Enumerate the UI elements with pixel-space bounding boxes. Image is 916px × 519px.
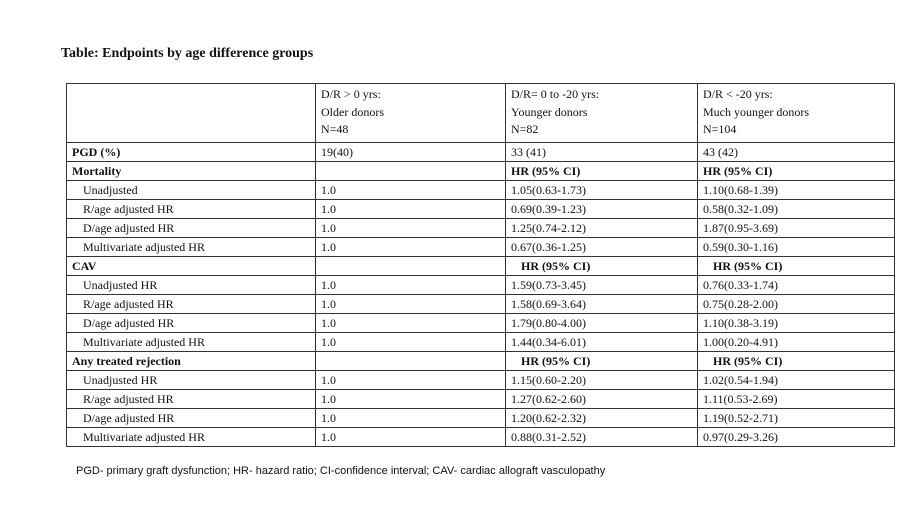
row-value: 1.11(0.53-2.69) — [698, 390, 895, 409]
header-line: D/R < -20 yrs: — [703, 87, 773, 101]
table-row — [67, 371, 895, 390]
table-row — [67, 276, 895, 295]
pgd-label: PGD (%) — [67, 143, 316, 162]
empty-cell — [316, 352, 506, 371]
row-value: 1.44(0.34-6.01) — [506, 333, 698, 352]
header-line: N=82 — [511, 122, 539, 136]
row-label: Multivariate adjusted HR — [67, 333, 316, 352]
row-label: D/age adjusted HR — [67, 219, 316, 238]
row-value: 0.58(0.32-1.09) — [698, 200, 895, 219]
row-value: 0.59(0.30-1.16) — [698, 238, 895, 257]
row-value: 0.76(0.33-1.74) — [698, 276, 895, 295]
row-value: 1.0 — [316, 390, 506, 409]
row-label: D/age adjusted HR — [67, 409, 316, 428]
section-label: CAV — [67, 257, 316, 276]
row-label: Unadjusted — [67, 181, 316, 200]
hr-header: HR (95% CI) — [698, 257, 895, 276]
row-value: 1.0 — [316, 409, 506, 428]
row-label: Multivariate adjusted HR — [67, 428, 316, 447]
row-value: 1.05(0.63-1.73) — [506, 181, 698, 200]
row-label: Unadjusted HR — [67, 276, 316, 295]
row-value: 1.0 — [316, 200, 506, 219]
table-row — [67, 314, 895, 333]
row-label: R/age adjusted HR — [67, 295, 316, 314]
header-col-much-younger — [698, 84, 895, 143]
header-col-younger — [506, 84, 698, 143]
header-line: N=104 — [703, 122, 737, 136]
empty-cell — [316, 162, 506, 181]
table-row — [67, 390, 895, 409]
row-value: 1.19(0.52-2.71) — [698, 409, 895, 428]
row-value: 1.0 — [316, 276, 506, 295]
row-label: Multivariate adjusted HR — [67, 238, 316, 257]
header-line: D/R= 0 to -20 yrs: — [511, 87, 600, 101]
table-row — [67, 200, 895, 219]
row-value: 0.97(0.29-3.26) — [698, 428, 895, 447]
row-value: 1.20(0.62-2.32) — [506, 409, 698, 428]
header-line: Older donors — [321, 104, 384, 119]
row-label: R/age adjusted HR — [67, 200, 316, 219]
row-label: Unadjusted HR — [67, 371, 316, 390]
row-value: 0.67(0.36-1.25) — [506, 238, 698, 257]
row-value: 1.10(0.68-1.39) — [698, 181, 895, 200]
section-header-row — [67, 352, 895, 371]
section-header-row — [67, 257, 895, 276]
table-row — [67, 295, 895, 314]
header-line: Much younger donors — [703, 104, 809, 119]
section-header-row — [67, 162, 895, 181]
pgd-value: 33 (41) — [506, 143, 698, 162]
section-label: Mortality — [67, 162, 316, 181]
footnote: PGD- primary graft dysfunction; HR- hazard ratio; CI-confidence interval; CAV- cardiac allograft vasculopathy — [76, 465, 606, 477]
row-value: 1.10(0.38-3.19) — [698, 314, 895, 333]
table-row — [67, 333, 895, 352]
hr-header: HR (95% CI) — [698, 162, 895, 181]
header-line: N=48 — [321, 122, 349, 136]
hr-header: HR (95% CI) — [506, 352, 698, 371]
row-value: 0.69(0.39-1.23) — [506, 200, 698, 219]
empty-cell — [316, 257, 506, 276]
row-value: 1.0 — [316, 371, 506, 390]
row-value: 1.0 — [316, 333, 506, 352]
table-row — [67, 181, 895, 200]
row-value: 1.25(0.74-2.12) — [506, 219, 698, 238]
header-empty-cell — [67, 84, 316, 143]
row-value: 1.0 — [316, 428, 506, 447]
header-line: D/R > 0 yrs: — [321, 87, 381, 101]
pgd-value: 19(40) — [316, 143, 506, 162]
row-value: 1.27(0.62-2.60) — [506, 390, 698, 409]
row-value: 1.0 — [316, 314, 506, 333]
row-value: 1.02(0.54-1.94) — [698, 371, 895, 390]
row-value: 1.0 — [316, 238, 506, 257]
endpoints-table — [66, 83, 895, 447]
section-label: Any treated rejection — [67, 352, 316, 371]
row-value: 0.75(0.28-2.00) — [698, 295, 895, 314]
row-value: 1.79(0.80-4.00) — [506, 314, 698, 333]
row-value: 1.58(0.69-3.64) — [506, 295, 698, 314]
table-row — [67, 409, 895, 428]
pgd-row — [67, 143, 895, 162]
pgd-value: 43 (42) — [698, 143, 895, 162]
row-value: 1.0 — [316, 295, 506, 314]
hr-header: HR (95% CI) — [698, 352, 895, 371]
table-row — [67, 428, 895, 447]
hr-header: HR (95% CI) — [506, 257, 698, 276]
row-value: 1.15(0.60-2.20) — [506, 371, 698, 390]
row-label: D/age adjusted HR — [67, 314, 316, 333]
table-row — [67, 238, 895, 257]
header-row — [67, 84, 895, 143]
row-value: 1.87(0.95-3.69) — [698, 219, 895, 238]
row-label: R/age adjusted HR — [67, 390, 316, 409]
header-col-older — [316, 84, 506, 143]
header-line: Younger donors — [511, 104, 588, 119]
row-value: 1.0 — [316, 219, 506, 238]
table-title: Table: Endpoints by age difference groups — [61, 46, 314, 61]
row-value: 1.00(0.20-4.91) — [698, 333, 895, 352]
row-value: 1.59(0.73-3.45) — [506, 276, 698, 295]
hr-header: HR (95% CI) — [506, 162, 698, 181]
row-value: 0.88(0.31-2.52) — [506, 428, 698, 447]
table-row — [67, 219, 895, 238]
row-value: 1.0 — [316, 181, 506, 200]
